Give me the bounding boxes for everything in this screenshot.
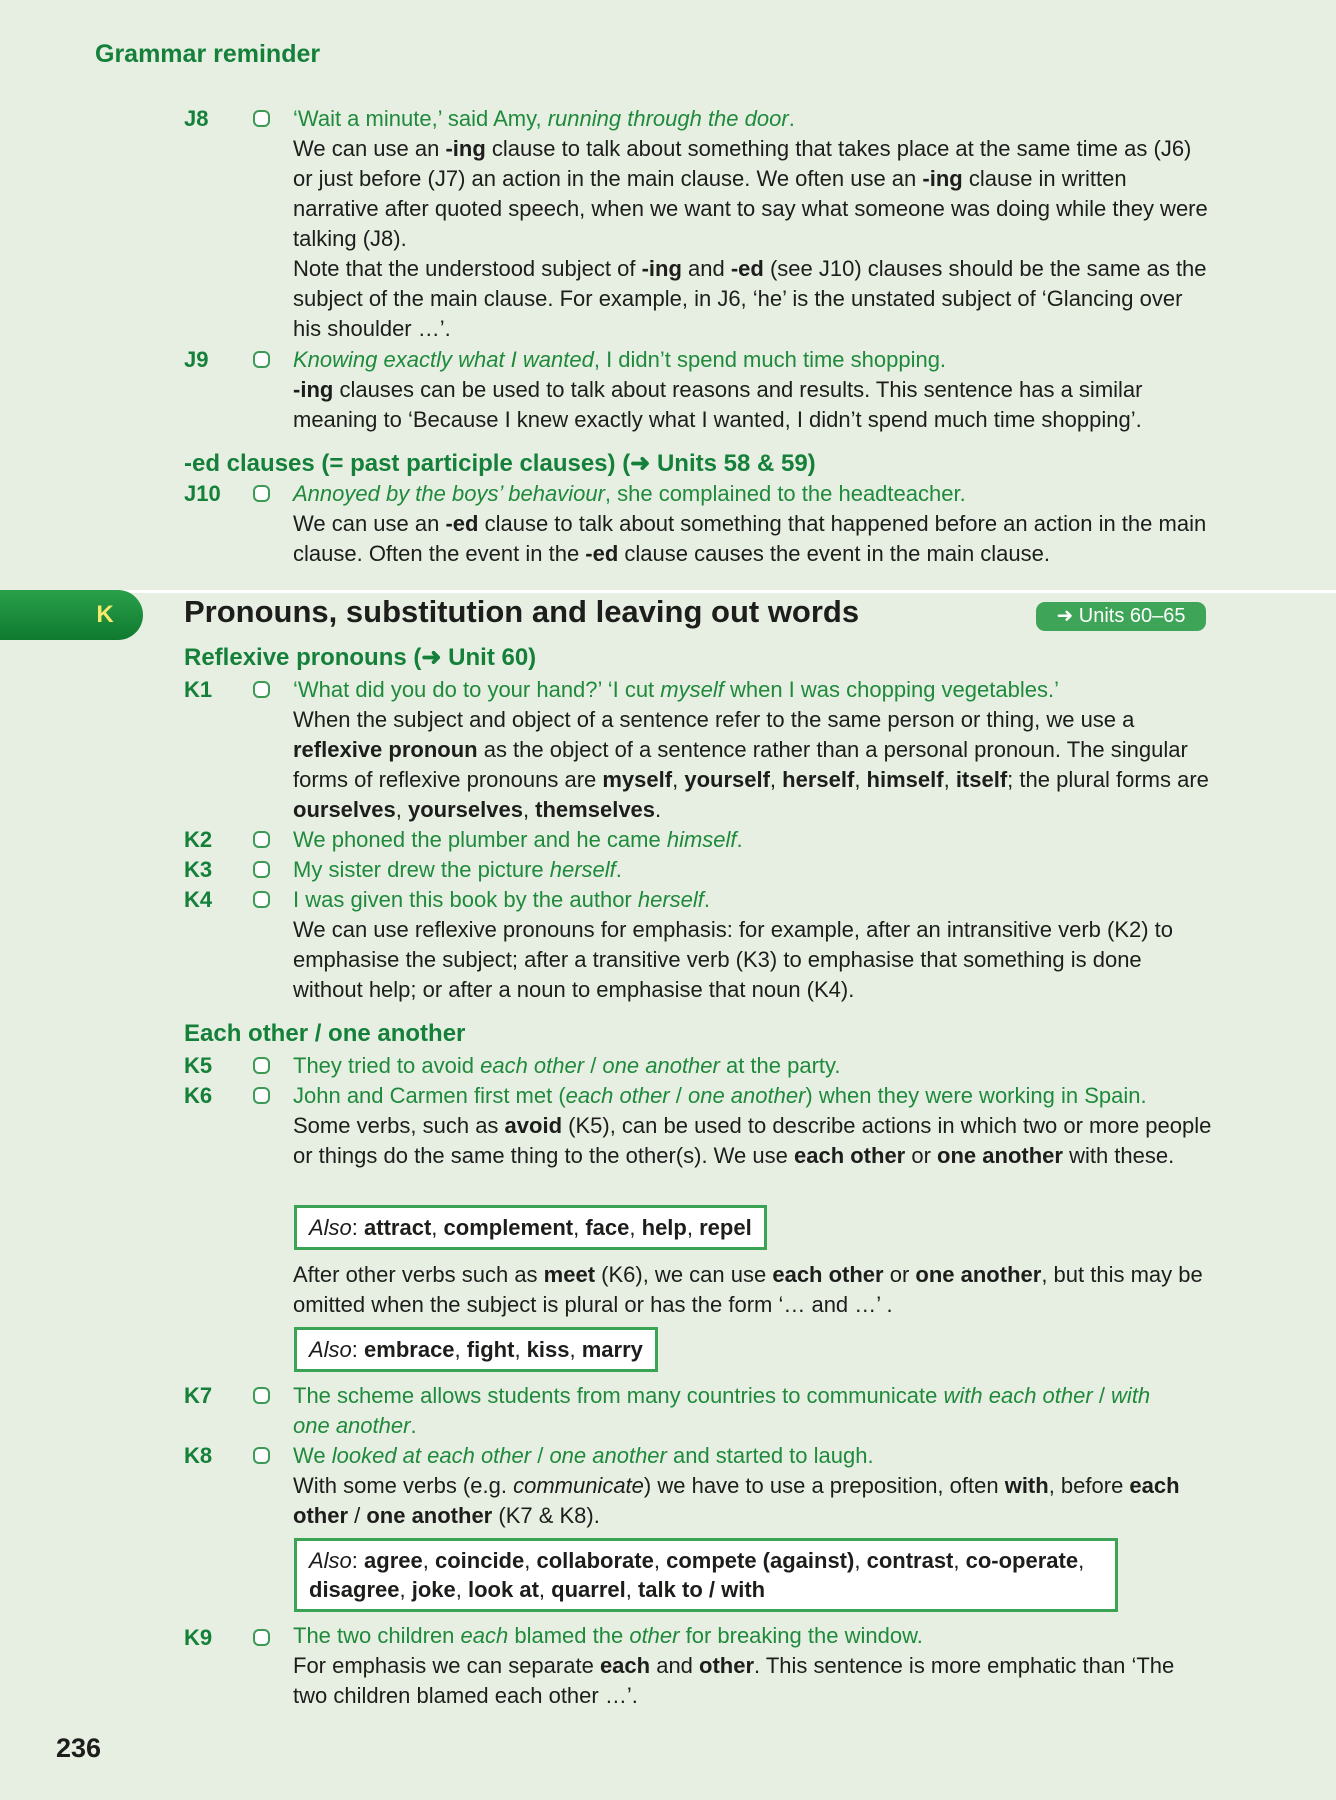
explanation-k8: With some verbs (e.g. communicate) we have to use a preposition, often with, before each other / one another (K7 & K8). (293, 1473, 1180, 1528)
example-k8: We looked at each other / one another and started to laugh. (293, 1443, 874, 1468)
item-code-j9: J9 (184, 347, 209, 372)
checkbox-k1[interactable] (253, 681, 270, 698)
checkbox-k2[interactable] (253, 831, 270, 848)
subheading-reflexive: Reflexive pronouns (➜ Unit 60) (184, 644, 537, 671)
item-code-j10: J10 (184, 481, 221, 506)
item-code-k7: K7 (184, 1383, 213, 1408)
example-k6: John and Carmen first met (each other / one another) when they were working in Spain. (293, 1083, 1147, 1108)
item-code-k3: K3 (184, 857, 213, 882)
item-code-j8: J8 (184, 106, 209, 131)
checkbox-k3[interactable] (253, 861, 270, 878)
item-code-k9: K9 (184, 1625, 213, 1650)
explanation-j10: We can use an -ed clause to talk about something that happened before an action in the main clause. Often the event in the -ed clause causes the event in the main clause. (293, 511, 1207, 566)
section-header: Grammar reminder (95, 40, 321, 68)
example-k1: ‘What did you do to your hand?’ ‘I cut myself when I was chopping vegetables.’ (293, 677, 1059, 702)
example-k7: The scheme allows students from many countries to communicate with each other / with (293, 1383, 1151, 1408)
explanation-j9: -ing clauses can be used to talk about reasons and results. This sentence has a similar meaning to ‘Because I knew exactly what I wanted, I didn’t spend much time shopping’. (293, 377, 1143, 432)
example-j9: Knowing exactly what I wanted, I didn’t spend much time shopping. (293, 347, 947, 372)
item-code-k6: K6 (184, 1083, 213, 1108)
section-divider (0, 590, 1336, 593)
also-box-1: Also: attract, complement, face, help, repel (294, 1205, 767, 1250)
item-code-k1: K1 (184, 677, 213, 702)
also-box-3: Also: agree, coincide, collaborate, compete (against), contrast, co-operate, disagree, joke, look at, quarrel, talk to / with (294, 1538, 1118, 1612)
checkbox-k5[interactable] (253, 1057, 270, 1074)
units-badge[interactable]: ➜ Units 60–65 (1036, 602, 1206, 631)
also-box-2: Also: embrace, fight, kiss, marry (294, 1327, 658, 1372)
example-k7-cont: one another. (293, 1413, 417, 1438)
example-k9: The two children each blamed the other for breaking the window. (293, 1623, 923, 1648)
checkbox-j10[interactable] (253, 485, 270, 502)
explanation-j8: We can use an -ing clause to talk about something that takes place at the same time as (J6) or just before (J7) an action in the main clause. We often use an -ing clause in written narrative after quoted speech, when we want to say what someone was doing while they were talking (J8). Note that the understood subject of -ing and -ed (see J10) clauses should be the same as the subject of the main clause. For example, in J6, ‘he’ is the unstated subject of ‘Glancing over his shoulder …’. (293, 136, 1208, 341)
example-j8: ‘Wait a minute,’ said Amy, running through the door. (293, 106, 795, 131)
explanation-k6b: After other verbs such as meet (K6), we can use each other or one another, but this may be omitted when the subject is plural or has the form ‘… and …’ . (293, 1262, 1203, 1317)
item-code-k5: K5 (184, 1053, 213, 1078)
explanation-k9: For emphasis we can separate each and other. This sentence is more emphatic than ‘The two children blamed each other …’. (293, 1653, 1175, 1708)
checkbox-j8[interactable] (253, 110, 270, 127)
section-title: Pronouns, substitution and leaving out words (184, 594, 860, 629)
explanation-k6a: Some verbs, such as avoid (K5), can be used to describe actions in which two or more people or things do the same thing to the other(s). We use each other or one another with these. (293, 1113, 1212, 1168)
checkbox-k9[interactable] (253, 1629, 270, 1646)
page-number: 236 (56, 1733, 102, 1763)
checkbox-k4[interactable] (253, 891, 270, 908)
explanation-k4: We can use reflexive pronouns for emphasis: for example, after an intransitive verb (K2) to emphasise the subject; after a transitive verb (K3) to emphasise that something is done without help; or after a noun to emphasise that noun (K4). (293, 917, 1174, 1002)
example-k5: They tried to avoid each other / one another at the party. (293, 1053, 841, 1078)
subheading-ed-clauses: -ed clauses (= past participle clauses) (➜ Units 58 & 59) (184, 450, 816, 477)
example-k3: My sister drew the picture herself. (293, 857, 622, 882)
section-tab-k: K (0, 590, 143, 640)
checkbox-k6[interactable] (253, 1087, 270, 1104)
example-k2: We phoned the plumber and he came himself. (293, 827, 743, 852)
checkbox-k8[interactable] (253, 1447, 270, 1464)
checkbox-k7[interactable] (253, 1387, 270, 1404)
item-code-k8: K8 (184, 1443, 213, 1468)
item-code-k2: K2 (184, 827, 213, 852)
item-code-k4: K4 (184, 887, 213, 912)
subheading-each-other: Each other / one another (184, 1020, 466, 1047)
example-k4: I was given this book by the author herself. (293, 887, 711, 912)
explanation-k1: When the subject and object of a sentence refer to the same person or thing, we use a reflexive pronoun as the object of a sentence rather than a personal pronoun. The singular forms of reflexive pronouns are myself, yourself, herself, himself, itself; the plural forms are ourselves, yourselves, themselves. (293, 707, 1209, 822)
checkbox-j9[interactable] (253, 351, 270, 368)
example-j10: Annoyed by the boys’ behaviour, she complained to the headteacher. (293, 481, 966, 506)
